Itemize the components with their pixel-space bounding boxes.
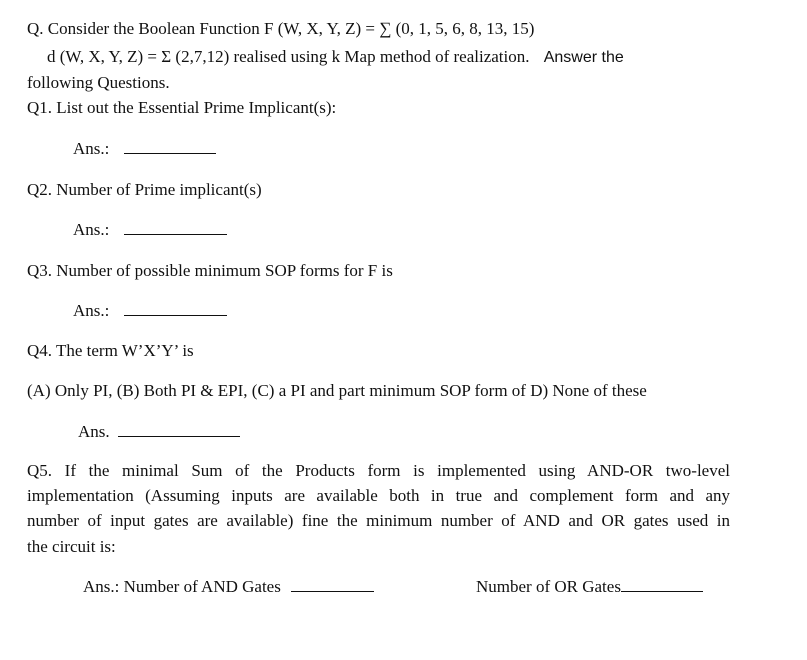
question-line-2	[47, 47, 624, 68]
q5-line-4: the circuit is:	[27, 537, 116, 556]
q3-answer-blank[interactable]	[124, 301, 227, 316]
question-line-2-sans: Answer the	[543, 49, 624, 66]
q5-or-label: Number of OR Gates	[476, 577, 621, 596]
q5-line-1: Q5. If the minimal Sum of the Products form is implemented using AND-OR two-level	[27, 461, 730, 480]
q1-answer	[73, 139, 216, 159]
q5-line-2: implementation (Assuming inputs are available both in true and complement form and any	[27, 486, 730, 505]
q5-and-label: Ans.: Number of AND Gates	[83, 577, 281, 596]
q3-text: Q3. Number of possible minimum SOP forms for F is	[27, 261, 393, 280]
question-line-3: following Questions.	[27, 73, 170, 92]
q4-text: Q4. The term W’X’Y’ is	[27, 341, 194, 360]
q5-or-answer	[476, 577, 703, 597]
q1-ans-label: Ans.:	[73, 139, 110, 158]
q5-line-3: number of input gates are available) fine the minimum number of AND and OR gates used in	[27, 511, 730, 530]
question-line-2-serif: d (W, X, Y, Z) = Σ (2,7,12) realised using k Map method of realization.	[47, 47, 530, 66]
q3-ans-label: Ans.:	[73, 301, 110, 320]
q1-text: Q1. List out the Essential Prime Implicant(s):	[27, 98, 337, 117]
q4-ans-label: Ans.	[78, 422, 110, 441]
q2-answer	[73, 220, 227, 240]
q2-answer-blank[interactable]	[124, 220, 227, 235]
q4-answer-blank[interactable]	[118, 422, 240, 437]
q1-answer-blank[interactable]	[124, 139, 216, 154]
q3-answer	[73, 301, 227, 321]
q5-or-answer-blank[interactable]	[621, 577, 703, 592]
q4-answer	[78, 422, 240, 442]
q2-text: Q2. Number of Prime implicant(s)	[27, 180, 262, 199]
question-line-1: Q. Consider the Boolean Function F (W, X, Y, Z) = ∑ (0, 1, 5, 6, 8, 13, 15)	[27, 19, 535, 38]
q5-and-answer-blank[interactable]	[291, 577, 374, 592]
q4-options: (A) Only PI, (B) Both PI & EPI, (C) a PI and part minimum SOP form of D) None of these	[27, 381, 647, 400]
q5-and-answer	[83, 577, 374, 597]
q2-ans-label: Ans.:	[73, 220, 110, 239]
